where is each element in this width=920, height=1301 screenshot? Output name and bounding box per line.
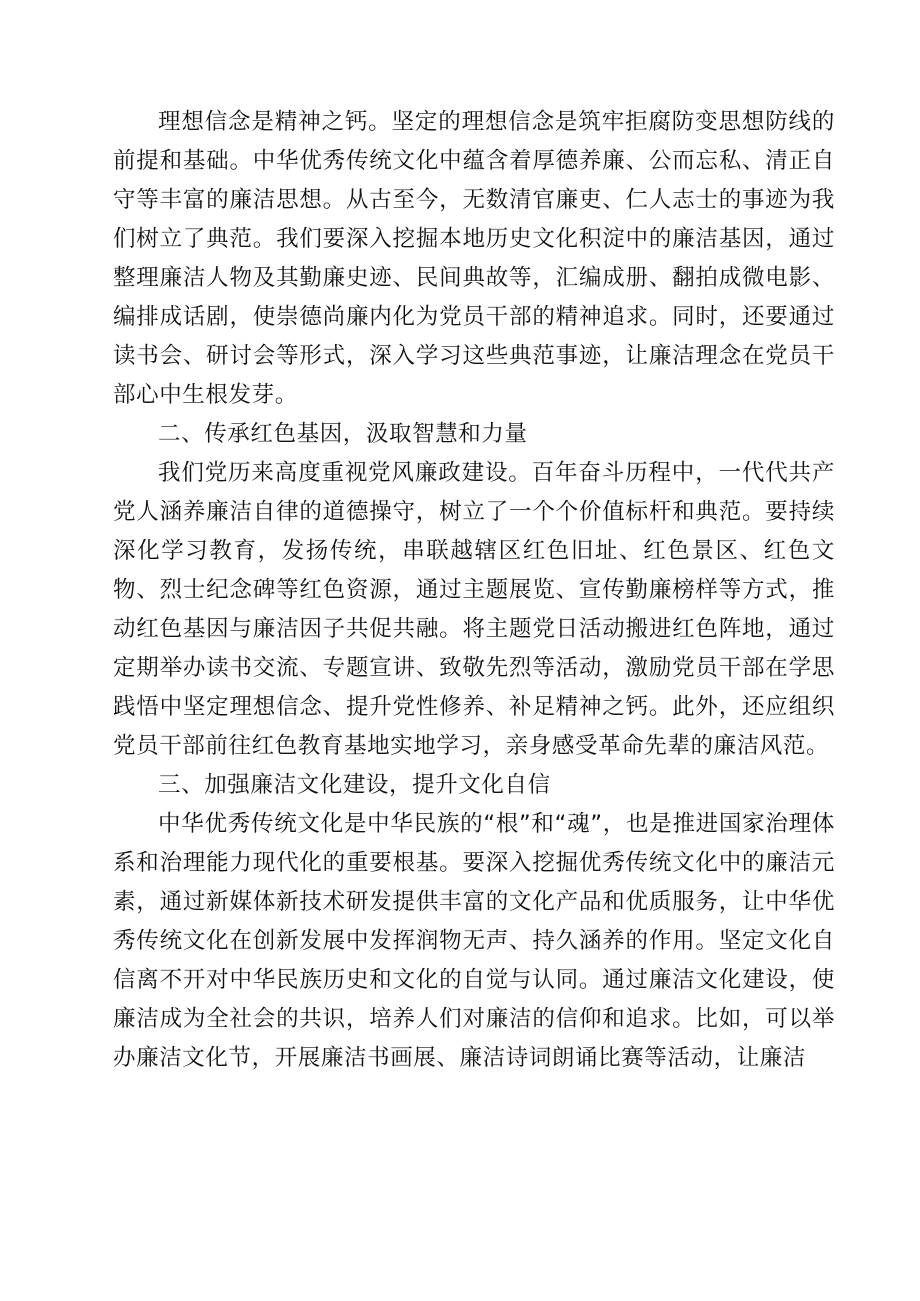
paragraph-ideals-belief: 理想信念是精神之钙。坚定的理想信念是筑牢拒腐防变思想防线的前提和基础。中华优秀传统文化中蕴含着厚德养廉、公而忘私、清正自守等丰富的廉洁思想。从古至今，无数清官廉吏、仁人志士的事迹为我们树立了典范。我们要深入挖掘本地历史文化积淀中的廉洁基因，通过整理廉洁人物及其勤廉史迹、民间典故等，汇编成册、翻拍成微电影、编排成话剧，使崇德尚廉内化为党员干部的精神追求。同时，还要通过读书会、研讨会等形式，深入学习这些典范事迹，让廉洁理念在党员干部心中生根发芽。 — [113, 109, 835, 408]
paragraph-red-gene: 我们党历来高度重视党风廉政建设。百年奋斗历程中，一代代共产党人涵养廉洁自律的道德操守，树立了一个个价值标杆和典范。要持续深化学习教育，发扬传统，串联越辖区红色旧址、红色景区、红色文物、烈士纪念碑等红色资源，通过主题展览、宣传勤廉榜样等方式，推动红色基因与廉洁因子共促共融。将主题党日活动搬进红色阵地，通过定期举办读书交流、专题宣讲、致敬先烈等活动，激励党员干部在学思践悟中坚定理想信念、提升党性修养、补足精神之钙。此外，还应组织党员干部前往红色教育基地实地学习，亲身感受革命先辈的廉洁风范。 — [113, 460, 835, 759]
document-body — [113, 103, 835, 1078]
section-heading-red-gene: 二、传承红色基因，汲取智慧和力量 — [158, 421, 528, 447]
section-heading-integrity-culture: 三、加强廉洁文化建设，提升文化自信 — [158, 772, 551, 798]
paragraph-integrity-culture: 中华优秀传统文化是中华民族的“根”和“魂”，也是推进国家治理体系和治理能力现代化的重要根基。要深入挖掘优秀传统文化中的廉洁元素，通过新媒体新技术研发提供丰富的文化产品和优质服务，让中华优秀传统文化在创新发展中发挥润物无声、持久涵养的作用。坚定文化自信离不开对中华民族历史和文化的自觉与认同。通过廉洁文化建设，使廉洁成为全社会的共识，培养人们对廉洁的信仰和追求。比如，可以举办廉洁文化节，开展廉洁书画展、廉洁诗词朗诵比赛等活动，让廉洁 — [113, 811, 835, 1071]
